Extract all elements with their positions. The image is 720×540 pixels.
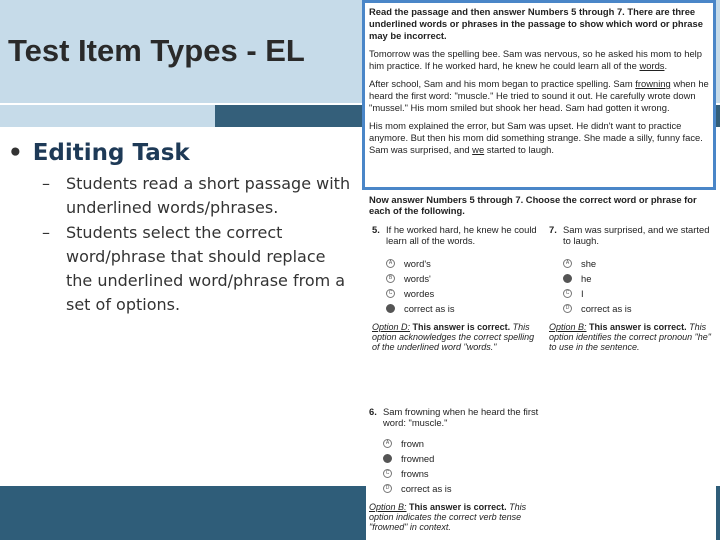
passage-instructions: Read the passage and then answer Numbers 5 through 7. There are three underlined words or phrases in the passage to show which word or phrase may be incorrect. (369, 6, 703, 41)
items-panel (366, 192, 716, 540)
subbullet-2 (42, 221, 352, 317)
dash-icon: – (42, 223, 50, 242)
bullet-label: Editing Task (32, 140, 190, 166)
question-text: If he worked hard, he knew he could learn all of the words. (386, 224, 537, 246)
option-name: Option B: (549, 322, 587, 332)
question-5 (372, 224, 537, 352)
subbullet-text: Students read a short passage with underlined words/phrases. (66, 174, 351, 217)
question-number: 5. (372, 224, 380, 235)
bullet-dot-icon: • (8, 140, 23, 166)
radio-selected-icon (386, 304, 395, 313)
option-d[interactable] (549, 301, 714, 316)
option-b[interactable] (372, 271, 537, 286)
radio-icon: C (383, 469, 392, 478)
answer-explanation (372, 322, 537, 352)
radio-icon: A (563, 259, 572, 268)
radio-icon: A (383, 439, 392, 448)
correct-label: This answer is correct. (412, 322, 511, 332)
option-c[interactable] (372, 286, 537, 301)
option-label: he (581, 273, 592, 284)
radio-selected-icon (563, 274, 572, 283)
correct-label: This answer is correct. (409, 502, 507, 512)
option-label: correct as is (401, 483, 452, 494)
question-number: 6. (369, 406, 377, 417)
option-name: Option B: (369, 502, 407, 512)
passage-text: started to laugh. (484, 144, 554, 155)
passage-text: After school, Sam and his mom began to practice spelling. Sam (369, 78, 636, 89)
option-c[interactable] (369, 466, 539, 481)
accent-bar-light (0, 105, 215, 127)
option-label: frowns (401, 468, 429, 479)
option-b[interactable] (549, 271, 714, 286)
items-header: Now answer Numbers 5 through 7. Choose the correct word or phrase for each of the following. (369, 194, 697, 216)
passage-paragraph-3 (369, 120, 709, 156)
subbullet-1 (42, 172, 352, 220)
question-number: 7. (549, 224, 557, 235)
radio-icon: D (563, 304, 572, 313)
option-label: wordes (404, 288, 435, 299)
subbullet-text: Students select the correct word/phrase that should replace the underlined word/phrase from a set of options. (66, 223, 346, 314)
question-row (369, 224, 713, 352)
underlined-word: we (472, 144, 485, 155)
passage-text: when he heard the first word: "muscle." He tried to sound it out. He carefully wrote down "mussel." His mom smiled but shook her head. Sam had gotten it wrong. (369, 78, 709, 113)
option-a[interactable] (369, 436, 539, 451)
passage-text: His mom explained the error, but Sam was upset. He didn't want to practice anymore. But then his mom did something strange. She made a silly, funny face. Sam was surprised, and (369, 120, 703, 155)
options-list (369, 436, 539, 496)
passage-text: . (664, 60, 668, 71)
radio-selected-icon (383, 454, 392, 463)
option-label: frowned (401, 453, 435, 464)
correct-label: This answer is correct. (589, 322, 687, 332)
explanation-text: This option identifies the correct pronoun "he" to use in the sentence. (549, 322, 711, 352)
option-label: word's (404, 258, 431, 269)
passage-panel (362, 0, 716, 190)
option-label: she (581, 258, 597, 269)
options-list (549, 256, 714, 316)
underlined-word: frowning (635, 78, 671, 89)
underlined-word: words (639, 60, 665, 71)
radio-icon: C (386, 289, 395, 298)
option-b[interactable] (369, 451, 539, 466)
option-label: words' (404, 273, 431, 284)
passage-paragraph-1 (369, 48, 709, 72)
slide-title: Test Item Types - EL (8, 33, 305, 68)
options-list (372, 256, 537, 316)
answer-explanation (549, 322, 714, 352)
radio-icon: D (383, 484, 392, 493)
option-label: frown (401, 438, 424, 449)
dash-icon: – (42, 174, 50, 193)
option-a[interactable] (549, 256, 714, 271)
radio-icon: A (386, 259, 395, 268)
question-6 (369, 406, 539, 532)
bullet-editing-task (8, 140, 190, 166)
option-label: I (581, 288, 584, 299)
question-text: Sam frowning when he heard the first word: "muscle." (383, 406, 539, 428)
answer-explanation (369, 502, 539, 532)
passage-paragraph-2 (369, 78, 709, 114)
option-c[interactable] (549, 286, 714, 301)
option-d[interactable] (372, 301, 537, 316)
radio-icon: B (386, 274, 395, 283)
option-label: correct as is (404, 303, 455, 314)
option-a[interactable] (372, 256, 537, 271)
question-7 (549, 224, 714, 352)
option-name: Option D: (372, 322, 411, 332)
passage-text: Tomorrow was the spelling bee. Sam was nervous, so he asked his mom to help him practice. If he worked hard, he knew he could learn all of the (369, 48, 702, 71)
question-text: Sam was surprised, and we started to laugh. (563, 224, 710, 246)
option-label: correct as is (581, 303, 632, 314)
option-d[interactable] (369, 481, 539, 496)
explanation-text: This option indicates the correct verb tense "frowned" in context. (369, 502, 527, 532)
radio-icon: C (563, 289, 572, 298)
explanation-text: This option acknowledges the correct spelling of the underlined word "words." (372, 322, 535, 352)
